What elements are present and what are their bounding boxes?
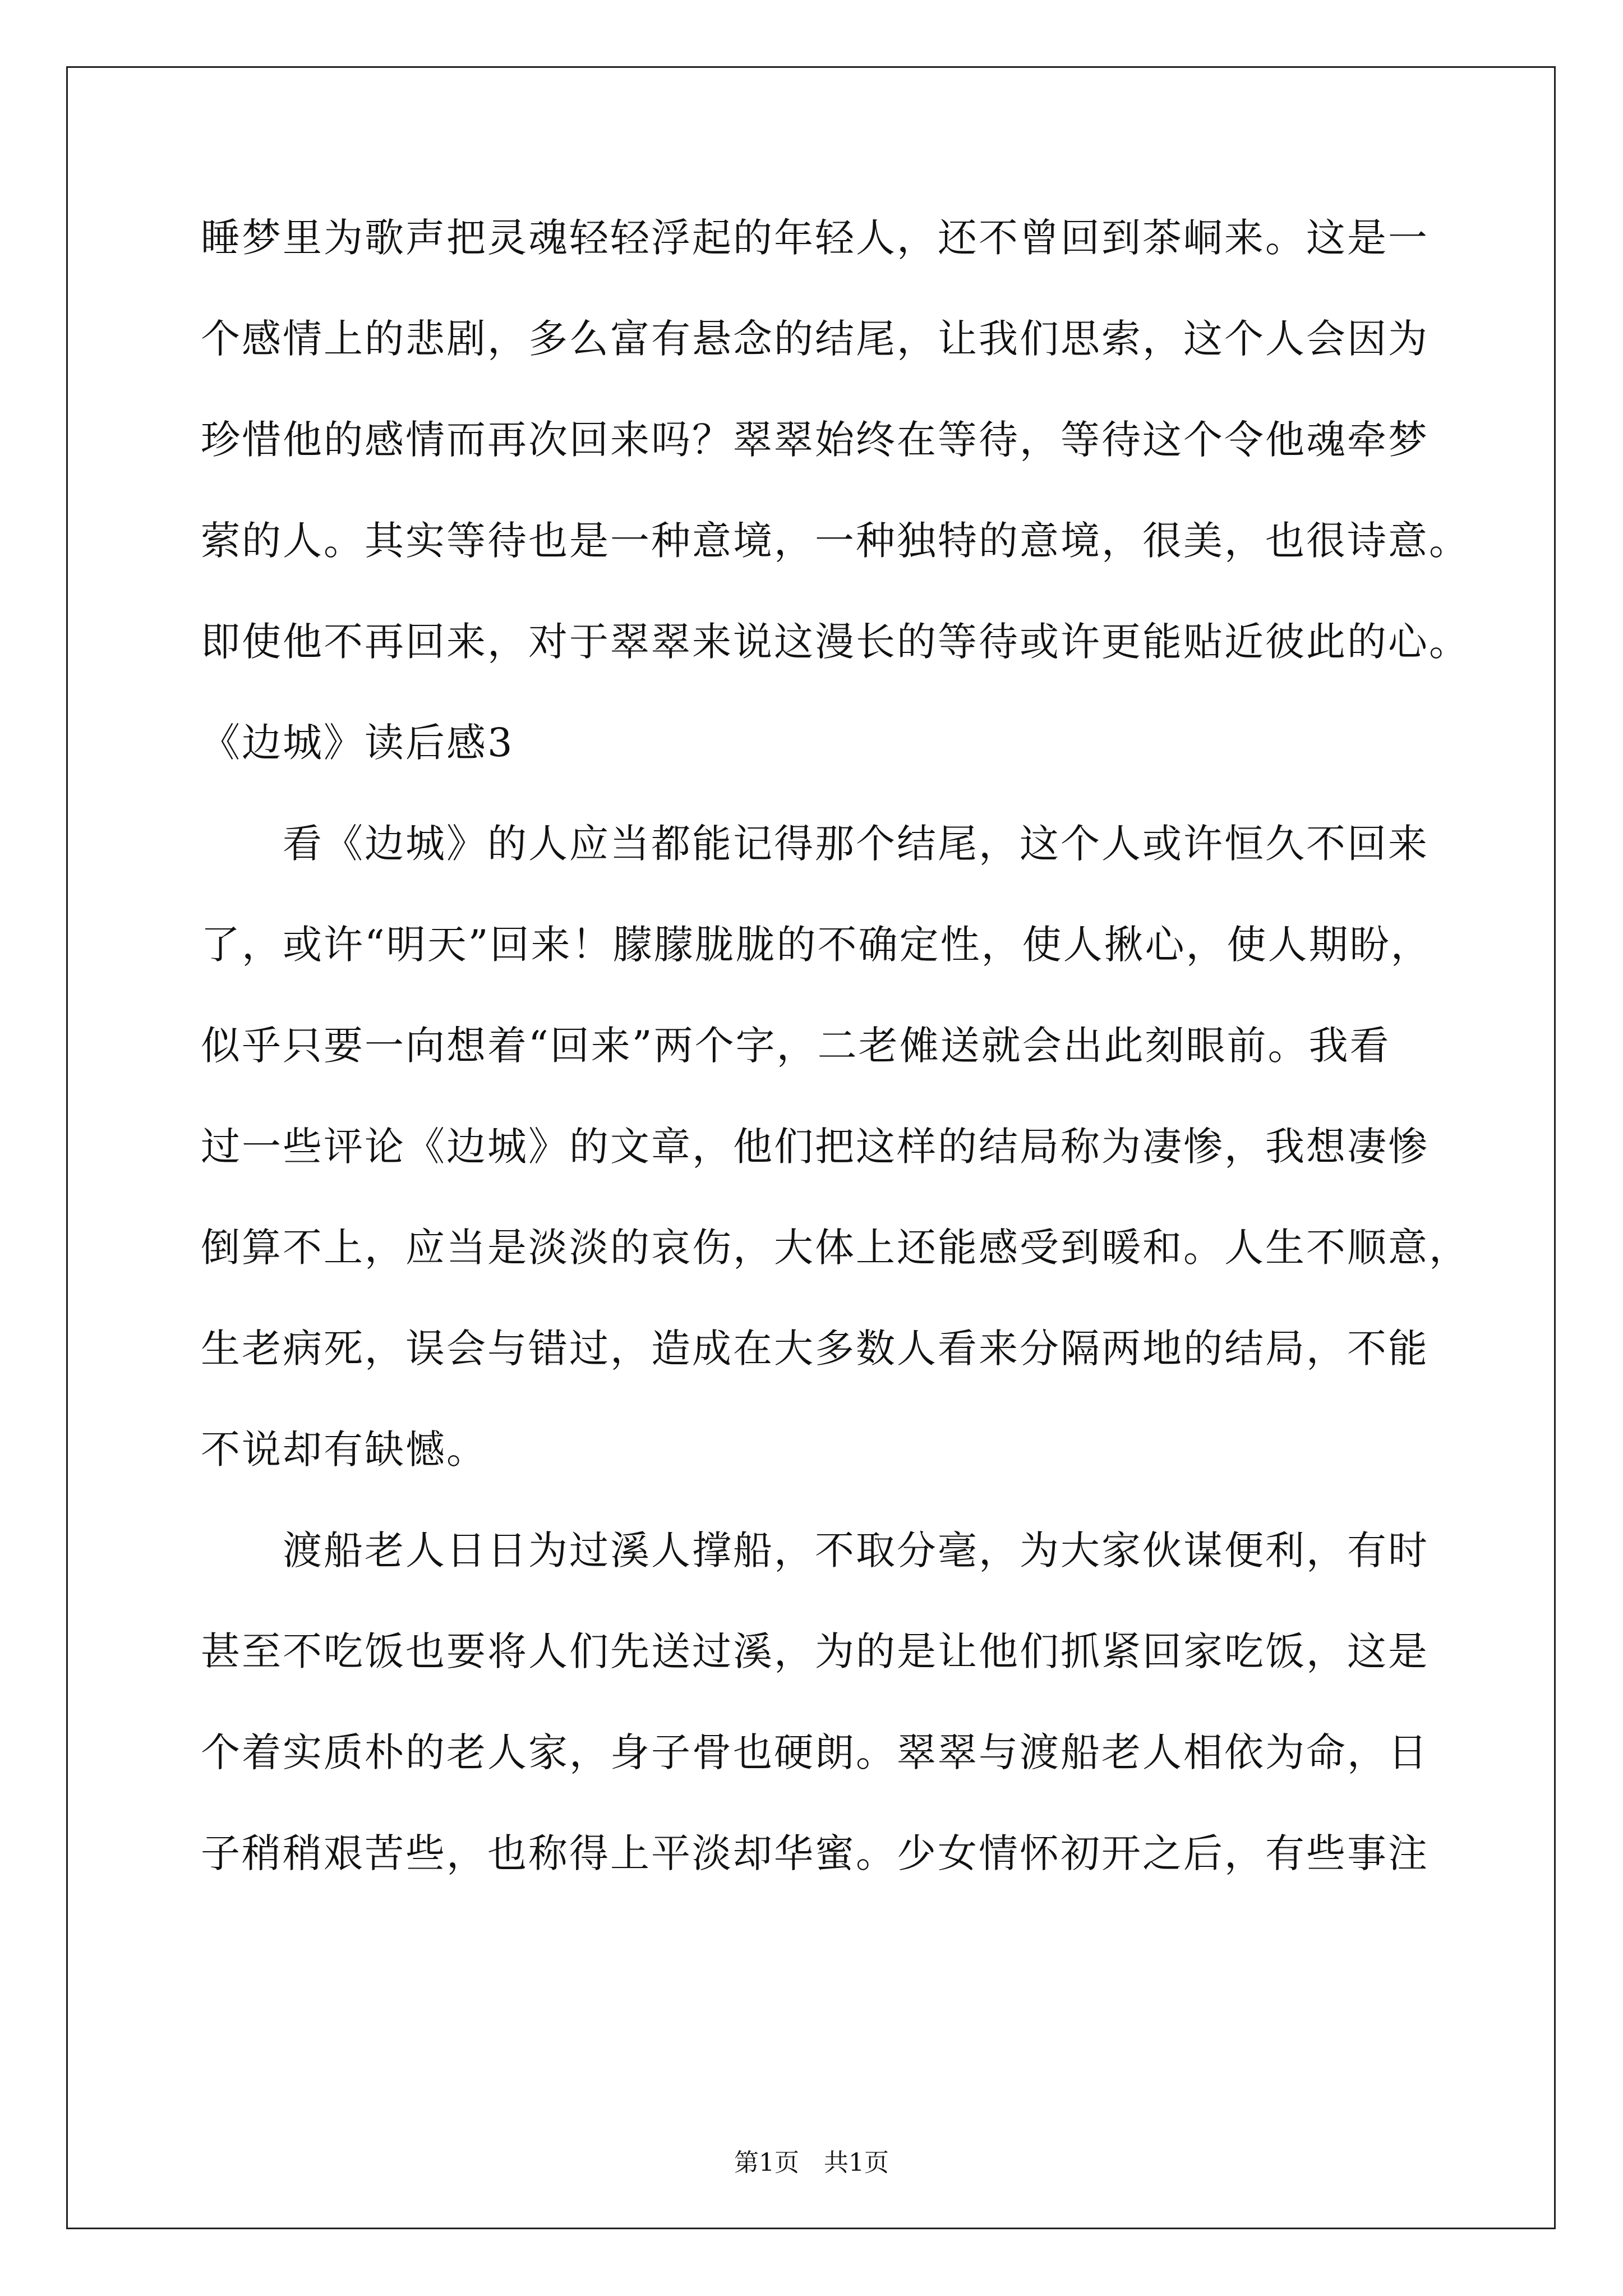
text-line: 睡梦里为歌声把灵魂轻轻浮起的年轻人，还不曾回到茶峒来。这是一 — [201, 215, 1429, 261]
text-line: 似乎只要一向想着“回来”两个字，二老傩送就会出此刻眼前。我看 — [201, 1023, 1391, 1069]
text-line: 个感情上的悲剧，多么富有悬念的结尾，让我们思索，这个人会因为 — [201, 316, 1429, 362]
text-line: 不说却有缺憾。 — [201, 1427, 487, 1473]
section-heading: 《边城》读后感3 — [201, 720, 514, 766]
text-line: 珍惜他的感情而再次回来吗？翠翠始终在等待，等待这个令他魂牵梦 — [201, 417, 1429, 463]
text-line: 过一些评论《边城》的文章，他们把这样的结局称为凄惨，我想凄惨 — [201, 1124, 1429, 1170]
text-line: 萦的人。其实等待也是一种意境，一种独特的意境，很美，也很诗意。 — [201, 518, 1470, 564]
text-line: 个着实质朴的老人家，身子骨也硬朗。翠翠与渡船老人相依为命，日 — [201, 1729, 1429, 1775]
text-line: 渡船老人日日为过溪人撑船，不取分毫，为大家伙谋便利，有时 — [201, 1527, 1429, 1573]
text-line: 看《边城》的人应当都能记得那个结尾，这个人或许恒久不回来 — [201, 821, 1429, 867]
text-line: 子稍稍艰苦些，也称得上平淡却华蜜。少女情怀初开之后，有些事注 — [201, 1830, 1429, 1876]
page-number-footer: 第1页 共1页 — [734, 2148, 889, 2177]
text-line: 了，或许“明天”回来！朦朦胧胧的不确定性，使人揪心，使人期盼， — [201, 922, 1432, 968]
text-line: 甚至不吃饭也要将人们先送过溪，为的是让他们抓紧回家吃饭，这是 — [201, 1628, 1429, 1674]
text-line: 生老病死，误会与错过，造成在大多数人看来分隔两地的结局，不能 — [201, 1326, 1429, 1372]
text-line: 即使他不再回来，对于翠翠来说这漫长的等待或许更能贴近彼此的心。 — [201, 619, 1470, 665]
text-line: 倒算不上，应当是淡淡的哀伤，大体上还能感受到暖和。人生不顺意， — [201, 1225, 1470, 1271]
